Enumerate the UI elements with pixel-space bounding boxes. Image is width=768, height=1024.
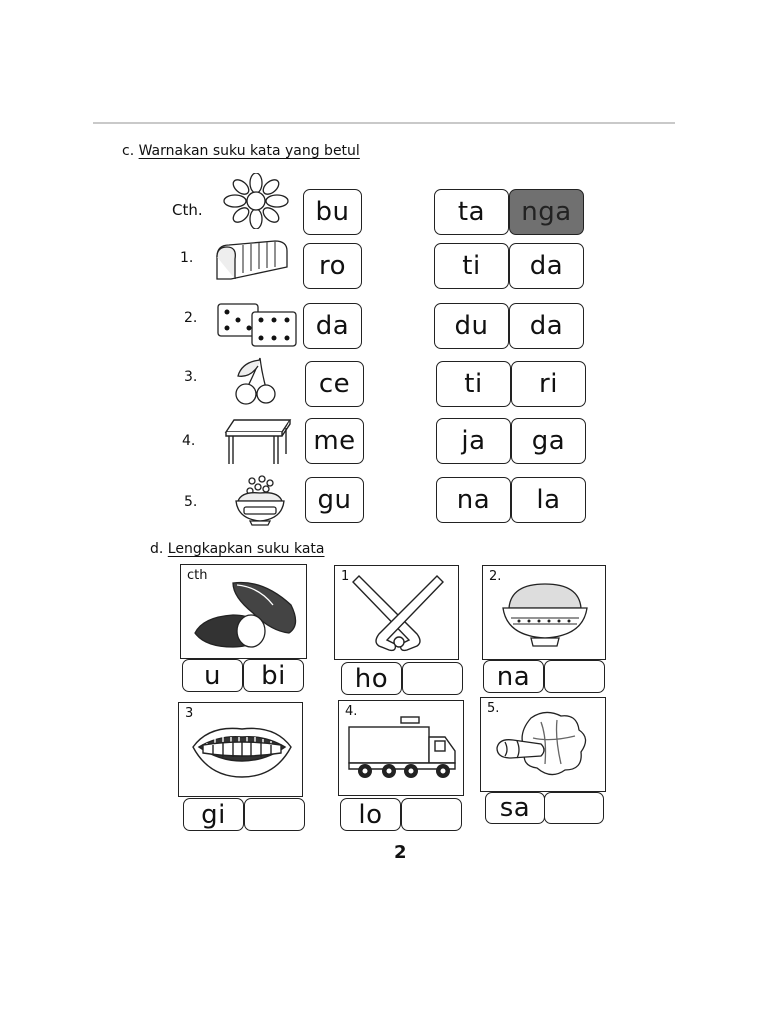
table-icon [224,416,294,468]
row-label: 1. [180,250,194,266]
syllable-box: gu [305,477,364,523]
option-box-b[interactable]: la [511,477,586,523]
option-box-a[interactable]: du [434,303,509,349]
option-box-b[interactable]: da [509,303,584,349]
picture-card [338,700,464,796]
syllable-box: me [305,418,364,464]
section-c-title: Warnakan suku kata yang betul [138,143,360,159]
first-syllable-box: gi [183,798,244,831]
option-box-a[interactable]: ti [434,243,509,289]
option-box-b[interactable]: ri [511,361,586,407]
picture-card [480,697,606,792]
section-d-letter: d. [150,541,164,557]
first-syllable-box: lo [340,798,401,831]
card-number: 3 [185,706,194,721]
option-box-b-colored[interactable]: nga [509,189,584,235]
picture-card [178,702,303,797]
section-c-letter: c. [122,143,135,159]
card-number: 5. [487,701,500,716]
second-syllable-box[interactable] [402,662,463,695]
picture-card [482,565,606,660]
second-syllable-box[interactable] [544,792,604,824]
row-label: 3. [184,369,198,385]
sugar-bowl-icon [232,475,288,529]
second-syllable-box[interactable] [544,660,605,693]
first-syllable-box: u [182,659,243,692]
syllable-box: ro [303,243,362,289]
bread-icon [213,237,293,283]
picture-card [180,564,307,659]
row-label: Cth. [172,201,203,219]
syllable-box: ce [305,361,364,407]
card-number: 2. [489,569,502,584]
syllable-box: da [303,303,362,349]
section-d-title: Lengkapkan suku kata [167,541,325,557]
option-box-a[interactable]: ja [436,418,511,464]
top-rule [93,122,675,124]
section-c-heading [122,143,360,159]
option-box-a[interactable]: na [436,477,511,523]
first-syllable-box: na [483,660,544,693]
option-box-a[interactable]: ta [434,189,509,235]
second-syllable-box[interactable] [244,798,305,831]
second-syllable-box[interactable] [401,798,462,831]
flower-icon [221,173,291,229]
row-label: 5. [184,494,198,510]
first-syllable-box: sa [485,792,545,824]
row-label: 4. [182,433,196,449]
syllable-box: bu [303,189,362,235]
cherry-icon [230,356,280,408]
picture-card [334,565,459,660]
card-number: 1 [341,569,350,584]
option-box-b[interactable]: ga [511,418,586,464]
second-syllable-box[interactable]: bi [243,659,304,692]
row-label: 2. [184,310,198,326]
card-number: 4. [345,704,358,719]
dice-icon [216,298,300,350]
option-box-b[interactable]: da [509,243,584,289]
option-box-a[interactable]: ti [436,361,511,407]
section-d-heading [150,541,325,557]
first-syllable-box: ho [341,662,402,695]
card-number: cth [187,568,208,583]
page-number: 2 [394,842,407,863]
